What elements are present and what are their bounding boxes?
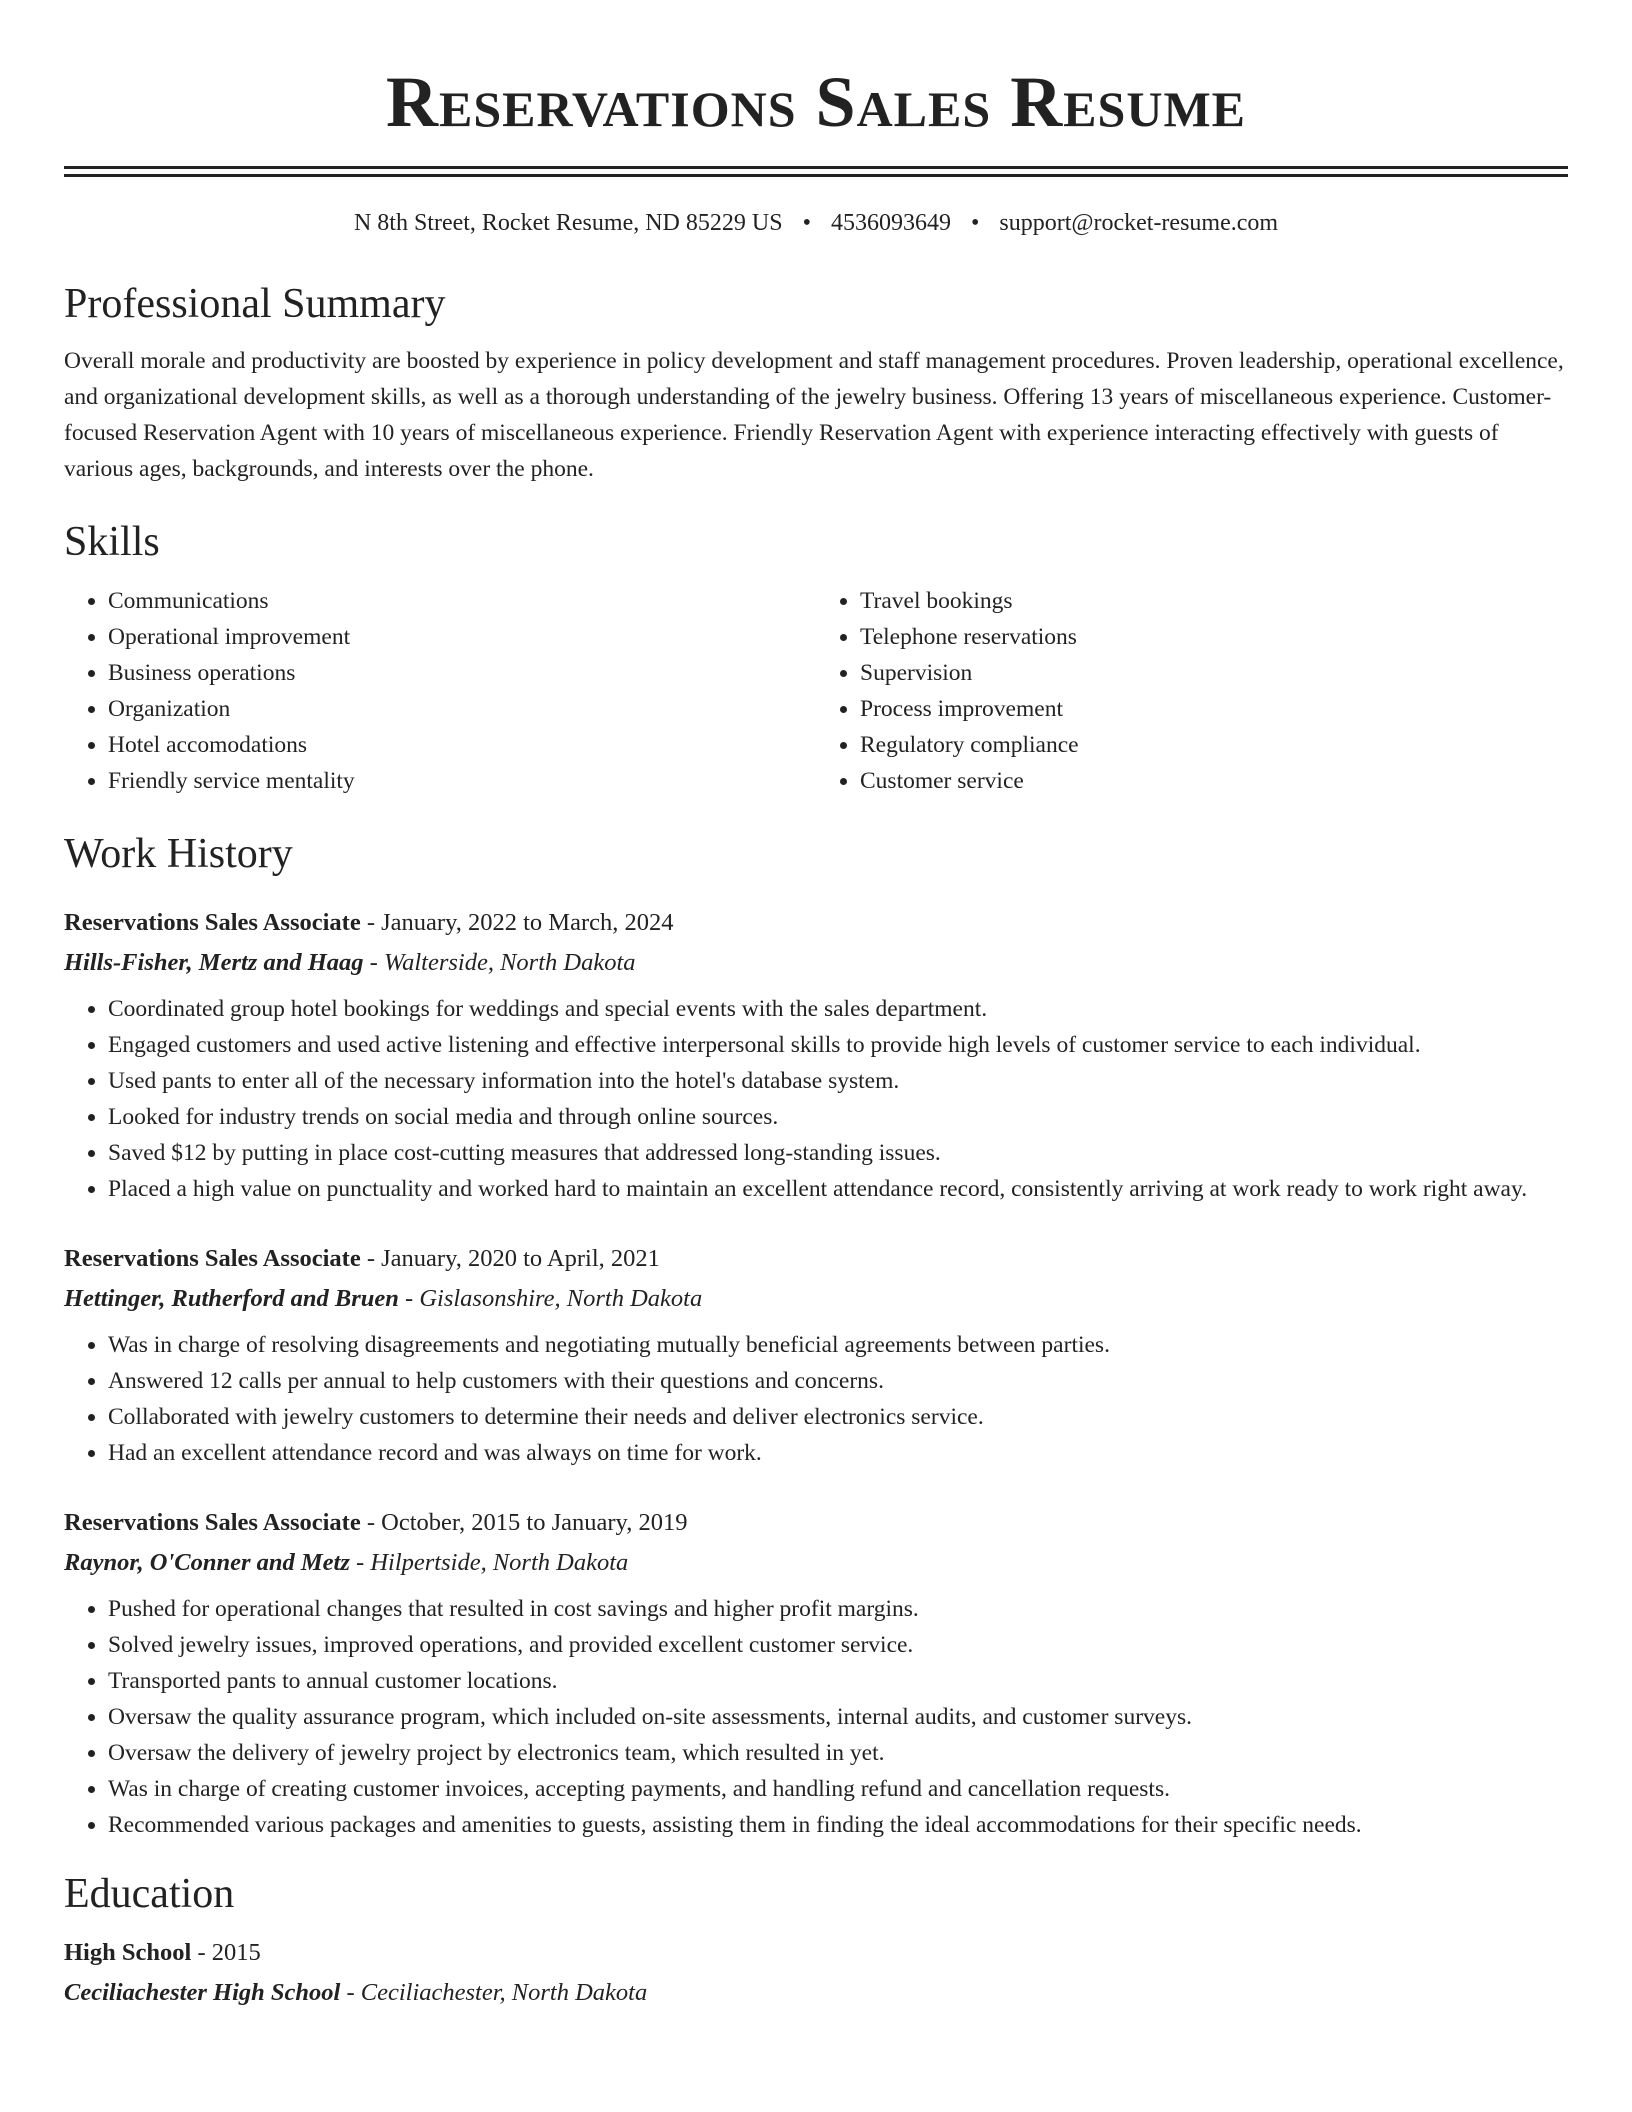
company-line (64, 1279, 1568, 1319)
skill-item: • Hotel accomodations (108, 727, 816, 763)
contact-separator: • (970, 210, 980, 236)
skill-item: • Travel bookings (860, 583, 1568, 619)
skill-item: • Supervision (860, 655, 1568, 691)
job-duty: • Answered 12 calls per annual to help customers with their questions and concerns. (108, 1363, 1568, 1399)
job-duty: • Saved $12 by putting in place cost-cutting measures that addressed long-standing issues. (108, 1135, 1568, 1171)
graduation-year: 2015 (211, 1939, 261, 1966)
school-name: Ceciliachester High School (64, 1979, 341, 2006)
skills-column-left (64, 583, 816, 799)
company-name: Raynor, O'Conner and Metz (64, 1549, 350, 1576)
job-duty: • Oversaw the quality assurance program, which included on-site assessments, internal audits, and customer surveys. (108, 1699, 1568, 1735)
job-duty: • Had an excellent attendance record and was always on time for work. (108, 1435, 1568, 1471)
job-duty: • Looked for industry trends on social media and through online sources. (108, 1099, 1568, 1135)
job-duty: • Oversaw the delivery of jewelry project by electronics team, which resulted in yet. (108, 1735, 1568, 1771)
job-duties (64, 991, 1568, 1207)
skills-list (64, 583, 1568, 799)
job-duty: • Recommended various packages and amenities to guests, assisting them in finding the ideal accommodations for their specific needs. (108, 1807, 1568, 1843)
education-heading: Education (64, 1871, 235, 1917)
job-duties (64, 1327, 1568, 1471)
job-entry (64, 1503, 1568, 1843)
company-dash: - (405, 1285, 420, 1312)
company-line (64, 943, 1568, 983)
job-duty: • Pushed for operational changes that resulted in cost savings and higher profit margins. (108, 1591, 1568, 1627)
school-dash: - (346, 1979, 361, 2006)
skill-item: • Organization (108, 691, 816, 727)
skill-item: • Friendly service mentality (108, 763, 816, 799)
skill-item: • Process improvement (860, 691, 1568, 727)
job-duty: • Placed a high value on punctuality and worked hard to maintain an excellent attendance record, consistently arriving at work ready to work right away. (108, 1171, 1568, 1207)
job-duty: • Was in charge of resolving disagreements and negotiating mutually beneficial agreements between parties. (108, 1327, 1568, 1363)
skill-item: • Business operations (108, 655, 816, 691)
title-double-rule (64, 166, 1568, 177)
job-title-line (64, 1503, 1568, 1543)
company-dash: - (369, 949, 384, 976)
skills-heading: Skills (64, 519, 160, 565)
degree-dash: - (197, 1939, 212, 1966)
job-title: Reservations Sales Associate (64, 909, 361, 936)
job-dash: - (366, 909, 382, 936)
job-duty: • Solved jewelry issues, improved operations, and provided excellent customer service. (108, 1627, 1568, 1663)
degree-line (64, 1933, 1568, 1973)
contact-address: N 8th Street, Rocket Resume, ND 85229 US (353, 210, 783, 236)
school-line (64, 1973, 1568, 2013)
company-location: Walterside, North Dakota (383, 949, 636, 976)
job-duty: • Engaged customers and used active listening and effective interpersonal skills to provide high levels of customer service to each individual. (108, 1027, 1568, 1063)
job-duty: • Transported pants to annual customer locations. (108, 1663, 1568, 1699)
contact-separator: • (802, 210, 811, 236)
company-location: Hilpertside, North Dakota (370, 1549, 629, 1576)
job-title: Reservations Sales Associate (64, 1245, 361, 1272)
job-dates: January, 2022 to March, 2024 (381, 909, 674, 936)
job-dates: January, 2020 to April, 2021 (381, 1245, 660, 1272)
contact-email: support@rocket-resume.com (999, 210, 1279, 236)
summary-heading: Professional Summary (64, 281, 446, 327)
job-entry (64, 1239, 1568, 1471)
company-location: Gislasonshire, North Dakota (419, 1285, 703, 1312)
job-duty: • Coordinated group hotel bookings for weddings and special events with the sales department. (108, 991, 1568, 1027)
skill-item: • Customer service (860, 763, 1568, 799)
skills-column-right (816, 583, 1568, 799)
skill-item: • Regulatory compliance (860, 727, 1568, 763)
skill-item: • Telephone reservations (860, 619, 1568, 655)
job-title-line (64, 1239, 1568, 1279)
contact-line (64, 207, 1568, 239)
job-entry (64, 903, 1568, 1207)
job-title-line (64, 903, 1568, 943)
company-name: Hills-Fisher, Mertz and Haag (64, 949, 364, 976)
skill-item: • Communications (108, 583, 816, 619)
education-entry (64, 1933, 1568, 2013)
company-line (64, 1543, 1568, 1583)
degree: High School (64, 1939, 192, 1966)
job-dash: - (366, 1245, 382, 1272)
school-location: Ceciliachester, North Dakota (360, 1979, 648, 2006)
job-duty: • Was in charge of creating customer invoices, accepting payments, and handling refund and cancellation requests. (108, 1771, 1568, 1807)
job-duties (64, 1591, 1568, 1843)
resume-title: Reservations Sales Resume (386, 62, 1246, 142)
work-history-heading: Work History (64, 831, 293, 877)
job-dash: - (366, 1509, 382, 1536)
contact-phone: 4536093649 (830, 210, 951, 236)
summary-text: Overall morale and productivity are boosted by experience in policy development and staff management procedures. Proven leadership, operational excellence, and organizational development skills, as well as a thorough understanding of the jewelry business. Offering 13 years of miscellaneous experience. Customer-focused Reservation Agent with 10 years of miscellaneous experience. Friendly Reservation Agent with experience interacting effectively with guests of various ages, backgrounds, and interests over the phone. (64, 348, 1564, 482)
company-name: Hettinger, Rutherford and Bruen (64, 1285, 399, 1312)
job-duty: • Used pants to enter all of the necessary information into the hotel's database system. (108, 1063, 1568, 1099)
company-dash: - (356, 1549, 371, 1576)
skill-item: • Operational improvement (108, 619, 816, 655)
job-dates: October, 2015 to January, 2019 (381, 1509, 688, 1536)
job-duty: • Collaborated with jewelry customers to determine their needs and deliver electronics service. (108, 1399, 1568, 1435)
job-title: Reservations Sales Associate (64, 1509, 361, 1536)
